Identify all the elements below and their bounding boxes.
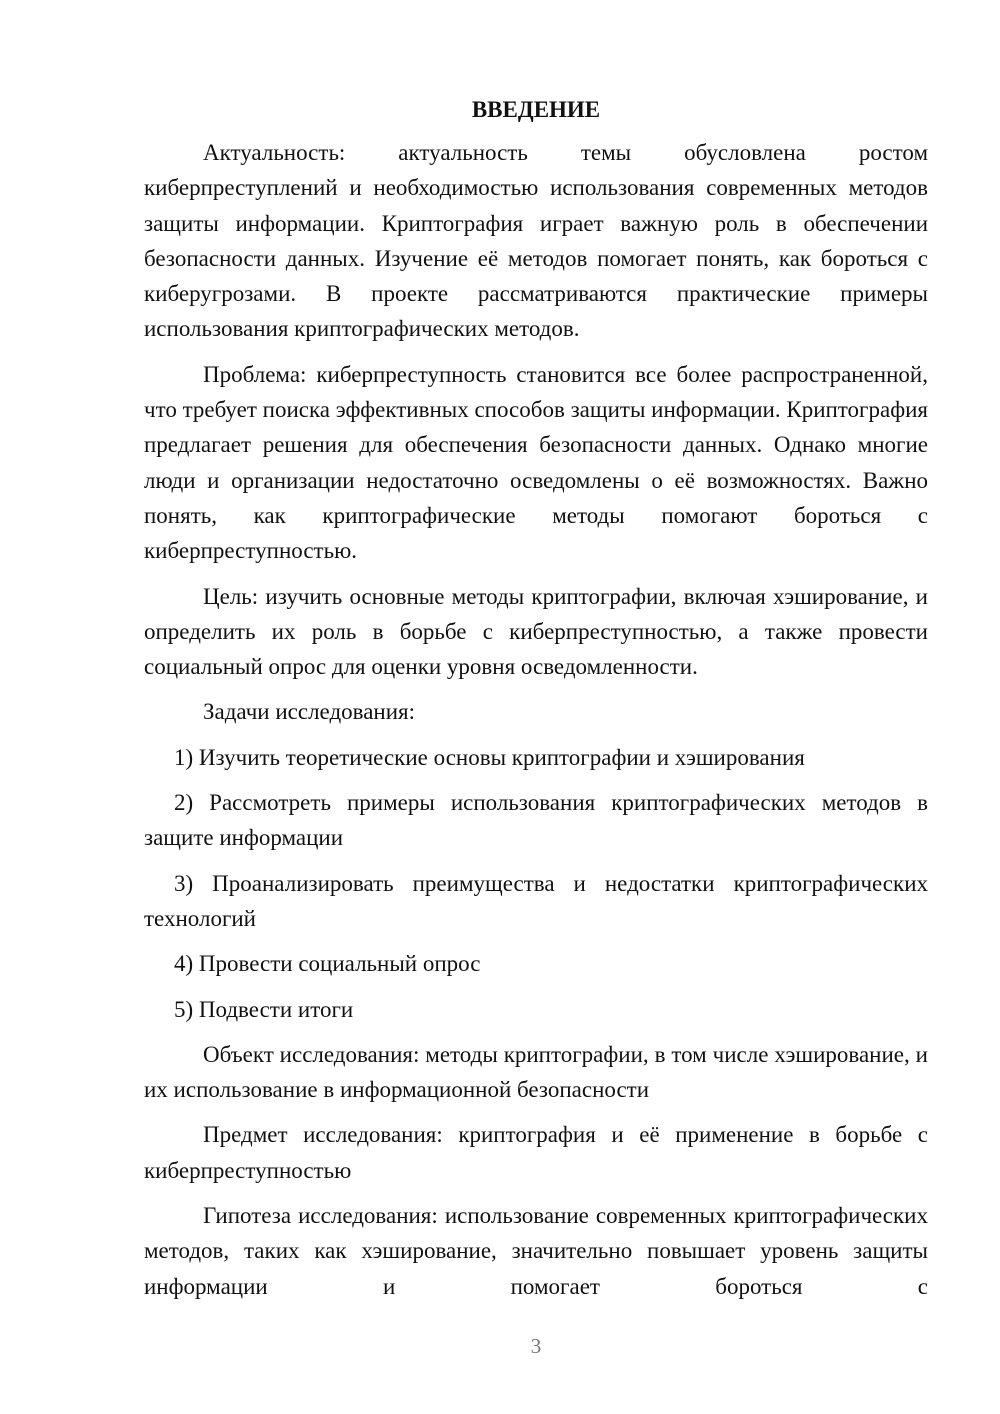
paragraph-problem: Проблема: киберпреступность становится все более распространенной, что требует поиска эффективных способов защиты информации. Криптография предлагает решения для обеспечения безопасности данных. Однако многие люди и организации недостаточно осведомлены о её возможностях. Важно понять, как криптографические методы помогают бороться с киберпреступностью. [144,361,928,564]
page-content [144,92,928,1314]
paragraph-subject: Предмет исследования: криптография и её применение в борьбе с киберпреступностью [144,1122,928,1183]
task-item-5: 5) Подвести итоги [174,996,354,1022]
task-item-1: 1) Изучить теоретические основы криптографии и хэширования [174,744,805,770]
task-item-3: 3) Проанализировать преимущества и недостатки криптографических технологий [144,870,928,931]
paragraph-hypothesis: Гипотеза исследования: использование современных криптографических методов, таких как хэширование, значительно повышает уровень защиты информации и помогает бороться с [144,1203,928,1299]
tasks-title: Задачи исследования: [203,699,416,725]
task-item-2: 2) Рассмотреть примеры использования криптографических методов в защите информации [144,790,928,851]
paragraph-goal: Цель: изучить основные методы криптографии, включая хэширование, и определить их роль в борьбе с киберпреступностью, а также провести социальный опрос для оценки уровня осведомленности. [144,583,928,680]
section-heading: ВВЕДЕНИЕ [471,97,601,122]
page-number: 3 [530,1334,542,1358]
paragraph-object: Объект исследования: методы криптографии, в том числе хэширование, и их использование в информационной безопасности [144,1041,928,1103]
task-item-4: 4) Провести социальный опрос [174,951,481,977]
tasks-list [144,740,928,1027]
paragraph-relevance: Актуальность: актуальность темы обусловлена ростом киберпреступлений и необходимостью использования современных методов защиты информации. Криптография играет важную роль в обеспечении безопасности данных. Изучение её методов помогает понять, как бороться с киберугрозами. В проекте рассматриваются практические примеры использования криптографических методов. [144,140,928,342]
